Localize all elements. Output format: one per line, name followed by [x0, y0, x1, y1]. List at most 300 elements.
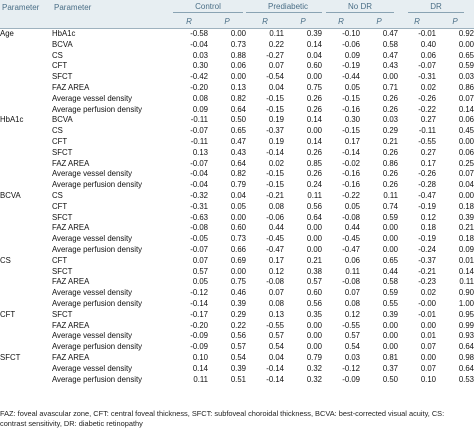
p-value-cell: 0.26 [306, 147, 323, 157]
r-value-cell: 0.57 [344, 331, 361, 341]
row-sub-parameter: FAZ AREA [52, 277, 90, 287]
r-value-cell: 0.17 [344, 136, 361, 146]
p-value-cell: 0.00 [306, 342, 323, 352]
p-value-cell: 1.00 [458, 298, 474, 308]
p-value-cell: 0.04 [458, 180, 474, 190]
r-value-cell: -0.04 [190, 180, 208, 190]
r-value-cell: -0.31 [418, 72, 437, 82]
p-value-cell: 0.39 [382, 309, 399, 319]
p-value-cell: 0.00 [458, 190, 474, 200]
p-value-cell: 0.24 [306, 180, 323, 190]
p-value-cell: 0.03 [458, 72, 474, 82]
p-value-cell: 0.03 [382, 115, 399, 125]
p-value-cell: 0.37 [382, 363, 399, 373]
row-sub-parameter: Average vessel density [52, 331, 133, 341]
r-value-cell: -0.08 [342, 212, 361, 222]
table-row [0, 245, 474, 256]
r-value-cell: 0.02 [268, 158, 285, 168]
group-header-dr: DR [398, 0, 474, 14]
r-value-cell: 0.44 [268, 223, 285, 233]
p-value-cell: 0.43 [382, 61, 399, 71]
r-value-cell: -0.06 [342, 39, 361, 49]
p-value-cell: 0.82 [230, 169, 247, 179]
p-value-cell: 0.26 [382, 147, 399, 157]
p-value-cell: 0.95 [458, 309, 474, 319]
row-parameter [0, 148, 52, 159]
row-parameter [0, 321, 52, 332]
row-sub-parameter: Average perfusion density [52, 342, 143, 352]
p-value-cell: 0.81 [382, 352, 399, 362]
group-header-no-dr: No DR [322, 0, 398, 14]
group-header-row [0, 0, 474, 14]
r-value-cell: -0.05 [190, 234, 208, 244]
row-sub-parameter: Average vessel density [52, 363, 133, 373]
p-value-cell: 0.47 [382, 50, 399, 60]
table-row [0, 202, 474, 213]
r-value-cell: -0.17 [190, 309, 208, 319]
r-value-cell: 0.11 [345, 266, 361, 276]
p-value-cell: 0.00 [458, 136, 474, 146]
r-value-cell: 0.18 [420, 223, 437, 233]
r-value-cell: -0.14 [342, 147, 361, 157]
row-sub-parameter: SFCT [52, 72, 73, 82]
r-value-cell: -0.08 [342, 277, 361, 287]
table-row [0, 148, 474, 159]
p-value-cell: 0.06 [458, 115, 474, 125]
r-value-cell: 0.27 [420, 115, 437, 125]
table-row [0, 310, 474, 321]
p-value-cell: 0.50 [230, 115, 247, 125]
p-value-cell: 0.32 [306, 363, 323, 373]
row-parameter [0, 126, 52, 137]
r-value-cell: 0.17 [420, 158, 437, 168]
p-value-cell: 0.32 [306, 374, 323, 384]
r-value-cell: 0.06 [420, 50, 437, 60]
r-value-cell: -0.15 [266, 169, 285, 179]
row-sub-parameter: CFT [52, 255, 68, 265]
table-row [0, 169, 474, 180]
table-row [0, 331, 474, 342]
r-value-cell: -0.14 [266, 374, 285, 384]
p-value-cell: 0.14 [458, 266, 474, 276]
p-value-cell: 0.71 [382, 82, 399, 92]
r-value-cell: -0.26 [418, 93, 437, 103]
row-parameter: BCVA [0, 190, 21, 200]
p-value-cell: 0.22 [230, 320, 247, 330]
r-value-cell: 0.13 [192, 147, 208, 157]
r-value-cell: -0.04 [190, 169, 208, 179]
p-value-cell: 0.06 [458, 147, 474, 157]
r-value-cell: 0.19 [268, 115, 285, 125]
r-value-cell: 0.07 [268, 61, 285, 71]
p-value-cell: 0.25 [458, 158, 474, 168]
r-value-cell: 0.00 [420, 320, 437, 330]
row-parameter [0, 137, 52, 148]
r-value-cell: -0.24 [418, 244, 437, 254]
p-value-cell: 0.54 [230, 352, 247, 362]
p-value-cell: 0.92 [458, 29, 474, 38]
row-sub-parameter: Average perfusion density [52, 180, 143, 190]
stat-label: P [436, 14, 474, 29]
p-value-cell: 0.57 [230, 342, 247, 352]
p-value-cell: 0.86 [458, 82, 474, 92]
r-value-cell: -0.14 [190, 298, 208, 308]
p-value-cell: 0.00 [458, 39, 474, 49]
row-parameter [0, 267, 52, 278]
r-value-cell: -0.28 [418, 180, 437, 190]
group-header-prediabetic: Prediabetic [246, 0, 322, 14]
p-value-cell: 0.00 [230, 29, 247, 38]
row-parameter [0, 94, 52, 105]
r-value-cell: 0.05 [344, 82, 361, 92]
r-value-cell: 0.04 [268, 352, 285, 362]
row-sub-parameter: SFCT [52, 147, 73, 157]
stat-label: R [170, 14, 208, 29]
p-value-cell: 0.39 [230, 363, 247, 373]
row-sub-parameter: Average vessel density [52, 93, 133, 103]
r-value-cell: 0.06 [344, 255, 361, 265]
p-value-cell: 0.88 [230, 50, 247, 60]
r-value-cell: -0.45 [342, 234, 361, 244]
p-value-cell: 0.11 [459, 277, 474, 287]
row-parameter [0, 234, 52, 245]
stat-label: R [398, 14, 436, 29]
r-value-cell: 0.01 [420, 331, 437, 341]
stat-label: P [360, 14, 398, 29]
p-value-cell: 0.59 [382, 212, 399, 222]
r-value-cell: 0.57 [192, 266, 208, 276]
p-value-cell: 0.66 [230, 244, 247, 254]
row-parameter: SFCT [0, 352, 21, 362]
r-value-cell: -0.37 [418, 255, 437, 265]
r-value-cell: 0.22 [268, 39, 285, 49]
r-value-cell: -0.09 [190, 342, 208, 352]
r-value-cell: -0.08 [190, 223, 208, 233]
r-value-cell: 0.02 [420, 288, 437, 298]
r-value-cell: 0.13 [268, 309, 285, 319]
p-value-cell: 0.59 [382, 288, 399, 298]
table-row [0, 342, 474, 353]
r-value-cell: -0.22 [418, 104, 437, 114]
r-value-cell: -0.15 [342, 93, 361, 103]
r-value-cell: -0.22 [342, 190, 361, 200]
row-sub-parameter: BCVA [52, 39, 73, 49]
r-value-cell: -0.27 [266, 50, 285, 60]
r-value-cell: -0.10 [342, 29, 361, 38]
p-value-cell: 0.74 [382, 201, 399, 211]
parameter-header-2: Parameter [52, 0, 170, 14]
r-value-cell: 0.11 [269, 29, 285, 38]
r-value-cell: 0.10 [192, 352, 208, 362]
p-value-cell: 0.06 [230, 61, 247, 71]
r-value-cell: -0.63 [190, 212, 208, 222]
row-parameter: HbA1c [0, 115, 24, 125]
p-value-cell: 0.39 [458, 212, 474, 222]
row-sub-parameter: Average perfusion density [52, 104, 143, 114]
table-row [0, 223, 474, 234]
r-value-cell: 0.12 [420, 212, 437, 222]
r-value-cell: -0.21 [266, 190, 285, 200]
row-parameter [0, 105, 52, 116]
r-value-cell: 0.30 [344, 115, 361, 125]
p-value-cell: 0.90 [458, 288, 474, 298]
row-sub-parameter: HbA1c [52, 29, 76, 38]
r-value-cell: 0.12 [268, 266, 285, 276]
r-value-cell: 0.54 [268, 342, 285, 352]
p-value-cell: 0.85 [306, 158, 323, 168]
r-value-cell: 0.27 [420, 147, 437, 157]
table-row [0, 299, 474, 310]
p-value-cell: 0.29 [382, 126, 399, 136]
table-row [0, 364, 474, 375]
row-sub-parameter: CS [52, 50, 63, 60]
row-parameter [0, 83, 52, 94]
p-value-cell: 0.64 [458, 363, 474, 373]
p-value-cell: 0.44 [382, 266, 399, 276]
r-value-cell: 0.09 [192, 104, 208, 114]
r-value-cell: -0.09 [190, 331, 208, 341]
r-value-cell: -0.15 [342, 126, 361, 136]
r-value-cell: -0.20 [190, 82, 208, 92]
p-value-cell: 0.13 [230, 82, 247, 92]
row-parameter [0, 375, 52, 386]
r-value-cell: -0.11 [418, 126, 437, 136]
r-value-cell: 0.07 [192, 255, 208, 265]
p-value-cell: 0.00 [382, 223, 399, 233]
p-value-cell: 0.75 [306, 82, 323, 92]
r-value-cell: -0.23 [418, 277, 437, 287]
row-parameter [0, 72, 52, 83]
table-row [0, 180, 474, 191]
r-value-cell: 0.12 [344, 309, 361, 319]
p-value-cell: 0.56 [230, 331, 247, 341]
p-value-cell: 0.14 [458, 104, 474, 114]
p-value-cell: 0.00 [230, 212, 247, 222]
p-value-cell: 0.26 [382, 93, 399, 103]
row-sub-parameter: Average perfusion density [52, 374, 143, 384]
p-value-cell: 0.79 [230, 180, 247, 190]
r-value-cell: -0.15 [266, 104, 285, 114]
p-value-cell: 0.14 [306, 115, 323, 125]
r-value-cell: -0.58 [190, 29, 208, 38]
group-header-control: Control [170, 0, 246, 14]
table-row [0, 191, 474, 202]
p-value-cell: 0.58 [382, 39, 399, 49]
table-row [0, 213, 474, 224]
p-value-cell: 0.00 [306, 223, 323, 233]
stat-header-row [0, 14, 474, 29]
r-value-cell: -0.55 [342, 320, 361, 330]
p-value-cell: 0.39 [230, 298, 247, 308]
p-value-cell: 0.73 [230, 234, 247, 244]
p-value-cell: 0.55 [382, 298, 399, 308]
table-row [0, 115, 474, 126]
r-value-cell: -0.12 [342, 363, 361, 373]
row-sub-parameter: FAZ AREA [52, 82, 90, 92]
row-parameter [0, 61, 52, 72]
p-value-cell: 0.56 [306, 201, 323, 211]
row-parameter [0, 331, 52, 342]
table-row [0, 126, 474, 137]
p-value-cell: 0.05 [230, 201, 247, 211]
p-value-cell: 0.47 [230, 136, 247, 146]
r-value-cell: 0.04 [268, 82, 285, 92]
row-parameter: CFT [0, 309, 16, 319]
r-value-cell: 0.17 [268, 255, 285, 265]
p-value-cell: 0.21 [306, 255, 323, 265]
p-value-cell: 0.21 [458, 223, 474, 233]
p-value-cell: 0.04 [306, 50, 323, 60]
r-value-cell: -0.12 [190, 288, 208, 298]
r-value-cell: -0.32 [190, 190, 208, 200]
p-value-cell: 0.64 [230, 158, 247, 168]
p-value-cell: 0.75 [230, 277, 247, 287]
r-value-cell: -0.47 [418, 190, 437, 200]
stat-label: P [284, 14, 322, 29]
table-row [0, 61, 474, 72]
row-sub-parameter: SFCT [52, 309, 73, 319]
r-value-cell: -0.01 [418, 309, 437, 319]
p-value-cell: 0.00 [306, 234, 323, 244]
r-value-cell: 0.00 [420, 352, 437, 362]
p-value-cell: 0.00 [382, 244, 399, 254]
r-value-cell: -0.14 [266, 147, 285, 157]
table-row [0, 321, 474, 332]
table-row [0, 375, 474, 386]
p-value-cell: 0.79 [306, 352, 323, 362]
r-value-cell: 0.11 [193, 374, 208, 384]
p-value-cell: 0.99 [458, 320, 474, 330]
p-value-cell: 0.07 [458, 93, 474, 103]
row-sub-parameter: CS [52, 190, 63, 200]
row-sub-parameter: FAZ AREA [52, 320, 90, 330]
table-row [0, 256, 474, 267]
r-value-cell: -0.02 [342, 158, 361, 168]
p-value-cell: 0.93 [458, 331, 474, 341]
r-value-cell: 0.40 [420, 39, 437, 49]
r-value-cell: -0.54 [266, 72, 285, 82]
r-value-cell: 0.44 [344, 223, 361, 233]
row-parameter [0, 223, 52, 234]
p-value-cell: 0.11 [383, 190, 399, 200]
r-value-cell: 0.14 [192, 363, 208, 373]
table-row [0, 353, 474, 364]
r-value-cell: -0.08 [266, 277, 285, 287]
p-value-cell: 0.14 [306, 136, 323, 146]
p-value-cell: 0.60 [230, 223, 247, 233]
p-value-cell: 0.26 [382, 169, 399, 179]
p-value-cell: 0.00 [306, 331, 323, 341]
p-value-cell: 0.00 [306, 72, 323, 82]
r-value-cell: -0.45 [266, 234, 285, 244]
p-value-cell: 0.51 [230, 374, 247, 384]
parameter-header: Parameter [0, 0, 52, 14]
row-parameter [0, 364, 52, 375]
row-sub-parameter: CS [52, 126, 63, 136]
row-sub-parameter: Average vessel density [52, 169, 133, 179]
table-body [0, 29, 474, 386]
r-value-cell: -0.07 [190, 244, 208, 254]
r-value-cell: 0.03 [192, 50, 208, 60]
row-parameter [0, 169, 52, 180]
p-value-cell: 0.00 [230, 266, 247, 276]
r-value-cell: 0.02 [420, 82, 437, 92]
r-value-cell: -0.31 [190, 201, 208, 211]
row-parameter [0, 159, 52, 170]
r-value-cell: -0.20 [190, 320, 208, 330]
r-value-cell: 0.54 [344, 342, 361, 352]
row-sub-parameter: Average perfusion density [52, 298, 143, 308]
p-value-cell: 0.35 [306, 309, 323, 319]
p-value-cell: 0.58 [382, 277, 399, 287]
row-sub-parameter: CFT [52, 201, 68, 211]
row-sub-parameter: FAZ AREA [52, 158, 90, 168]
p-value-cell: 0.69 [230, 255, 247, 265]
table-row [0, 29, 474, 40]
p-value-cell: 0.00 [306, 244, 323, 254]
p-value-cell: 0.65 [382, 255, 399, 265]
p-value-cell: 0.00 [382, 72, 399, 82]
stat-label: P [208, 14, 246, 29]
p-value-cell: 0.45 [458, 126, 474, 136]
p-value-cell: 0.56 [306, 298, 323, 308]
stat-label: R [322, 14, 360, 29]
table-row [0, 137, 474, 148]
p-value-cell: 0.47 [382, 29, 399, 38]
r-value-cell: 0.03 [344, 352, 361, 362]
r-value-cell: -0.26 [418, 169, 437, 179]
row-sub-parameter: Average vessel density [52, 288, 133, 298]
row-parameter [0, 245, 52, 256]
r-value-cell: 0.10 [420, 374, 437, 384]
r-value-cell: -0.11 [190, 115, 208, 125]
p-value-cell: 0.65 [230, 126, 247, 136]
r-value-cell: -0.04 [190, 39, 208, 49]
r-value-cell: -0.47 [342, 244, 361, 254]
r-value-cell: -0.19 [418, 234, 437, 244]
p-value-cell: 0.00 [382, 331, 399, 341]
row-parameter [0, 202, 52, 213]
p-value-cell: 0.26 [306, 93, 323, 103]
row-sub-parameter: Average vessel density [52, 234, 133, 244]
r-value-cell: -0.11 [190, 136, 208, 146]
r-value-cell: -0.16 [342, 104, 361, 114]
r-value-cell: -0.55 [418, 136, 437, 146]
r-value-cell: 0.08 [268, 201, 285, 211]
table-row [0, 159, 474, 170]
row-sub-parameter: CFT [52, 136, 68, 146]
row-parameter [0, 40, 52, 51]
row-sub-parameter: Average perfusion density [52, 244, 143, 254]
p-value-cell: 0.43 [230, 147, 247, 157]
r-value-cell: -0.44 [342, 72, 361, 82]
r-value-cell: -0.16 [342, 180, 361, 190]
r-value-cell: -0.47 [266, 244, 285, 254]
p-value-cell: 0.53 [458, 374, 474, 384]
r-value-cell: 0.07 [344, 288, 361, 298]
p-value-cell: 0.39 [306, 29, 323, 38]
p-value-cell: 0.59 [458, 61, 474, 71]
row-parameter [0, 213, 52, 224]
row-sub-parameter: FAZ AREA [52, 352, 90, 362]
row-parameter [0, 299, 52, 310]
r-value-cell: 0.57 [268, 331, 285, 341]
p-value-cell: 0.00 [306, 320, 323, 330]
r-value-cell: 0.19 [268, 136, 285, 146]
r-value-cell: -0.15 [266, 180, 285, 190]
p-value-cell: 0.18 [458, 201, 474, 211]
r-value-cell: 0.07 [420, 342, 437, 352]
